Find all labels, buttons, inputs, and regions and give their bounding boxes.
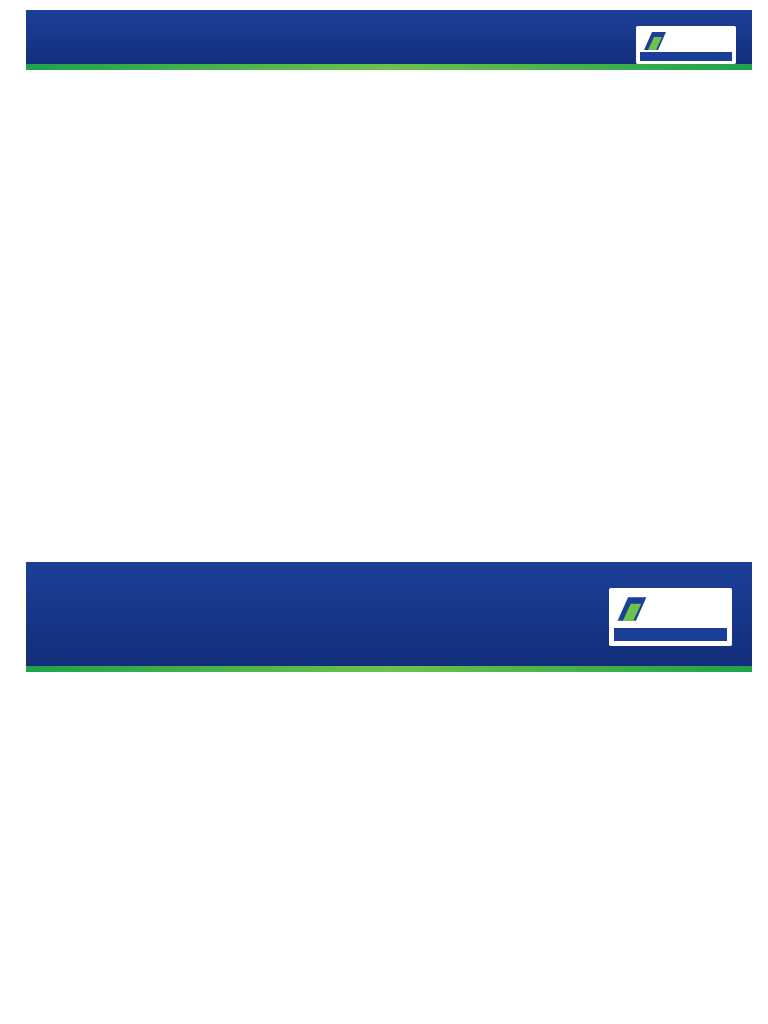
rapid-logo: [609, 588, 732, 646]
banner-stripe: [26, 64, 752, 70]
logo-tagline: [640, 52, 732, 61]
safe-operation-header-banner: [26, 562, 752, 672]
rapid-logo: [636, 26, 736, 64]
logo-mark-icon: [615, 594, 649, 624]
page-footer: [588, 521, 600, 531]
logo-mark-icon: [642, 30, 668, 52]
logo-tagline: [614, 628, 727, 641]
general-safety-section: [63, 838, 743, 839]
banner-stripe: [26, 666, 752, 672]
risk-assessment-header-banner: [26, 10, 752, 70]
